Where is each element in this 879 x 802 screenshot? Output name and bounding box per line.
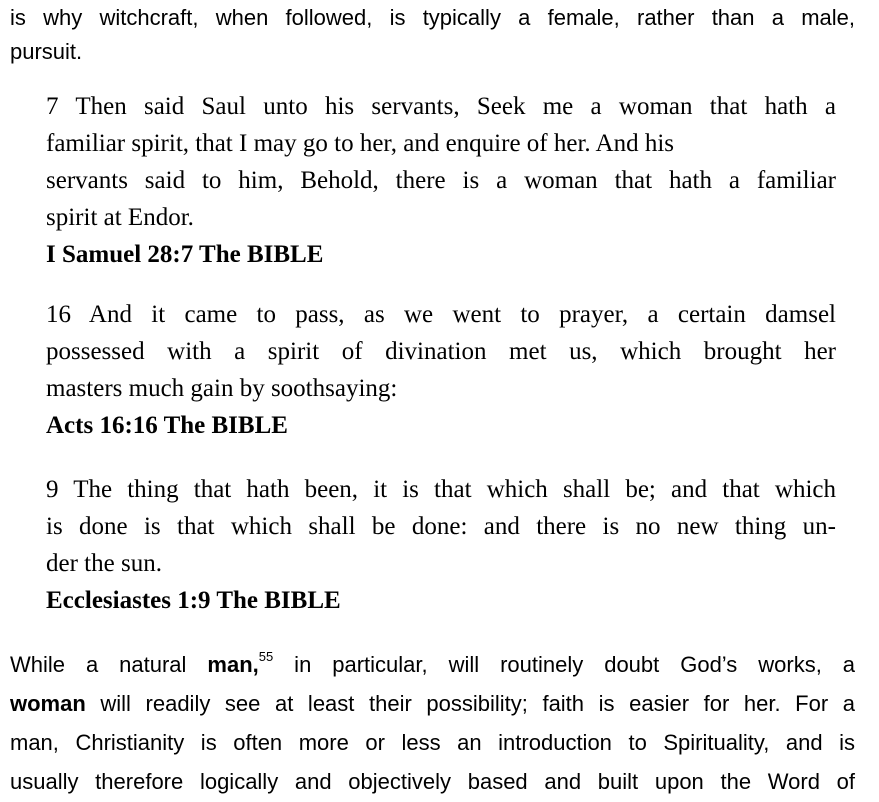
verse-line: servants said to him, Behold, there is a woman that hath a familiar [46,167,836,194]
body-text-line [10,33,82,72]
verse-line: possessed with a spirit of divination met us, which brought her [46,338,836,365]
text-run: While a natural [10,652,208,677]
scripture-quote [46,88,836,273]
verse-line: 7 Then said Saul unto his servants, Seek me a woman that hath a [46,93,836,120]
body-text-line [10,724,855,763]
scripture-quote [46,471,836,619]
emphasis-woman: woman [10,691,86,716]
body-text-line [10,646,855,685]
verse-line: spirit at Endor. [46,204,194,231]
text-run: in particular, will routinely doubt God’s works, a [273,652,855,677]
scripture-citation: Acts 16:16 The BIBLE [46,412,288,439]
text-run: will readily see at least their possibility; faith is easier for her. For a [85,691,855,716]
verse-line: familiar spirit, that I may go to her, and enquire of her. And his [46,130,675,157]
paragraph-text [10,685,855,724]
body-text-line [10,0,855,38]
paragraph-text: pursuit. [10,39,83,64]
verse-line: masters much gain by soothsaying: [46,375,398,402]
paragraph-text [10,646,855,685]
scripture-citation: Ecclesiastes 1:9 The BIBLE [46,587,341,614]
body-text-line [10,685,855,724]
verse-line: 9 The thing that hath been, it is that which shall be; and that which [46,476,836,503]
scripture-citation: I Samuel 28:7 The BIBLE [46,241,324,268]
scripture-quote [46,296,836,444]
verse-line: der the sun. [46,550,162,577]
emphasis-man: man, [207,652,259,677]
paragraph-text: is why witchcraft, when followed, is typically a female, rather than a male, [10,5,855,30]
body-text-line [10,763,855,802]
paragraph-text: usually therefore logically and objectively based and built upon the Word of [10,769,855,794]
paragraph-text: man, Christianity is often more or less an introduction to Spirituality, and is [10,730,855,755]
verse-line: 16 And it came to pass, as we went to prayer, a certain damsel [46,301,836,328]
verse-line: is done is that which shall be done: and there is no new thing un- [46,513,836,540]
footnote-marker[interactable]: 55 [258,649,274,664]
